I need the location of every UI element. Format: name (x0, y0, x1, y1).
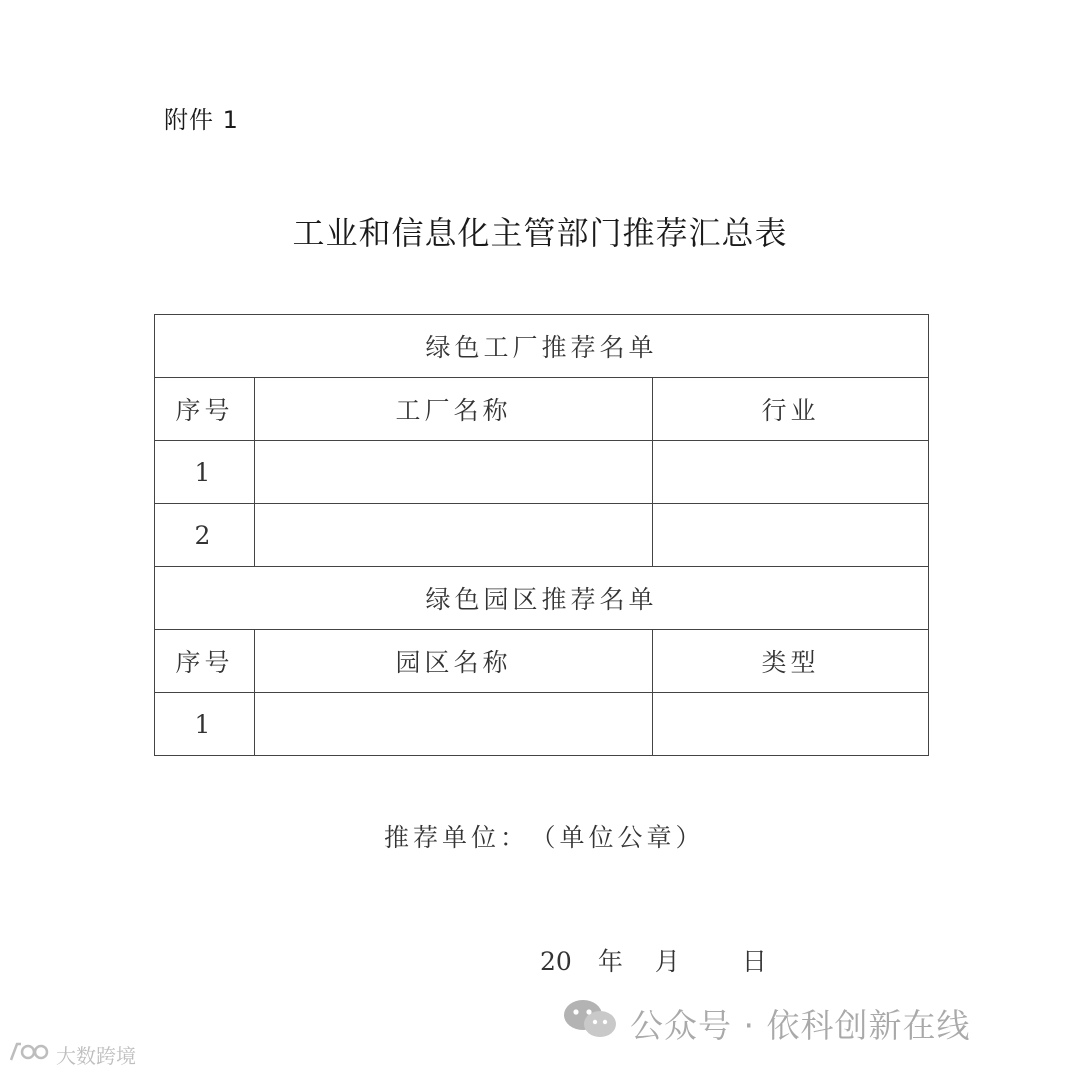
park-row-no: 1 (155, 693, 255, 756)
table-row (155, 693, 929, 756)
factory-row-name-cell (255, 504, 653, 567)
park-section-title: 绿色园区推荐名单 (155, 567, 929, 630)
factory-row-name-cell (255, 441, 653, 504)
park-section-header-row (155, 567, 929, 630)
park-header-no: 序号 (155, 630, 255, 693)
document-title: 工业和信息化主管部门推荐汇总表 (292, 214, 788, 252)
recommendation-summary-table (154, 314, 929, 756)
date-year-char: 年 (597, 947, 623, 976)
factory-row-industry-cell (653, 504, 929, 567)
date-line (540, 942, 767, 978)
park-header-type: 类型 (653, 630, 929, 693)
park-row-type-cell (653, 693, 929, 756)
wechat-icon (560, 996, 620, 1050)
park-column-header-row (155, 630, 929, 693)
official-account-watermark (560, 996, 970, 1050)
table-row (155, 504, 929, 567)
factory-header-name: 工厂名称 (255, 378, 653, 441)
date-day-char: 日 (741, 947, 767, 976)
date-month-char: 月 (654, 947, 680, 976)
factory-header-no: 序号 (155, 378, 255, 441)
factory-row-industry-cell (653, 441, 929, 504)
table-row (155, 441, 929, 504)
factory-column-header-row (155, 378, 929, 441)
date-year-prefix: 20 (540, 947, 572, 976)
park-row-name-cell (255, 693, 653, 756)
brand-watermark (8, 1040, 136, 1069)
attachment-label: 附件 1 (164, 106, 239, 134)
seal-note: （单位公章） (543, 823, 705, 852)
brand-logo-icon (8, 1041, 50, 1068)
factory-row-no: 2 (155, 504, 255, 567)
factory-header-industry: 行业 (653, 378, 929, 441)
recommend-unit-label: 推荐单位： (384, 823, 530, 852)
recommend-unit-line (384, 818, 705, 854)
brand-watermark-text: 大数跨境 (56, 1044, 136, 1068)
park-header-name: 园区名称 (255, 630, 653, 693)
official-account-text: 公众号 · 依科创新在线 (630, 1005, 971, 1045)
factory-section-title: 绿色工厂推荐名单 (155, 315, 929, 378)
factory-section-header-row (155, 315, 929, 378)
factory-row-no: 1 (155, 441, 255, 504)
